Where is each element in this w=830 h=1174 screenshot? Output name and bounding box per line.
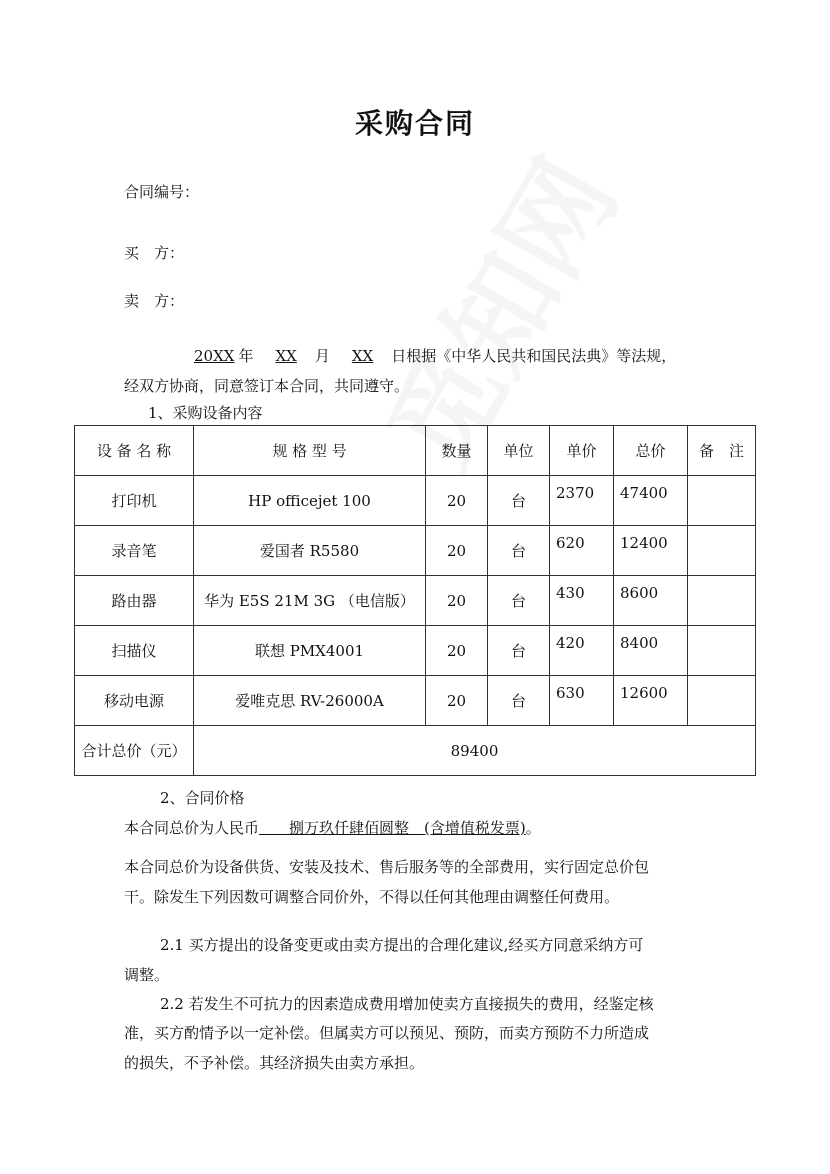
month-suffix: 月 [314,347,330,365]
price-line [124,817,541,838]
header-cell: 总价 [614,426,688,476]
seller-label: 卖 方： [124,292,185,310]
price-words: 捌万玖仟肆佰圆整 (含增值税发票) [259,819,526,837]
table-total-row [75,726,756,776]
table-cell: 20 [426,476,488,526]
table-cell: HP officejet 100 [194,476,426,526]
total-label: 合计总价（元） [75,726,194,776]
table-row [75,476,756,526]
month-field: XX [275,347,297,365]
header-cell: 数量 [426,426,488,476]
table-cell: 爱国者 R5580 [194,526,426,576]
table-cell: 20 [426,676,488,726]
table-row [75,576,756,626]
table-row [75,676,756,726]
table-cell: 420 [550,626,614,676]
table-cell [688,526,756,576]
table-cell: 20 [426,626,488,676]
header-cell: 规 格 型 号 [194,426,426,476]
table-cell: 打印机 [75,476,194,526]
table-cell: 台 [488,576,550,626]
table-cell: 8400 [614,626,688,676]
contract-no-label: 合同编号： [124,183,200,201]
intro-line2: 经双方协商，同意签订本合同，共同遵守。 [124,377,410,395]
year-suffix: 年 [238,347,254,365]
para21-line2: 调整。 [124,966,170,984]
section2-heading: 2、合同价格 [160,789,245,807]
intro-line1 [176,345,676,366]
table-cell: 20 [426,576,488,626]
table-cell: 台 [488,626,550,676]
buyer-label: 买 方： [124,244,185,262]
table-cell: 移动电源 [75,676,194,726]
price-prefix: 本合同总价为人民币 [124,819,260,837]
section1-heading: 1、采购设备内容 [148,404,263,422]
para22-line3: 的损失，不予补偿。其经济损失由卖方承担。 [124,1054,425,1072]
table-cell: 20 [426,526,488,576]
table-row [75,626,756,676]
para1-line1: 本合同总价为设备供货、安装及技术、售后服务等的全部费用，实行固定总价包 [124,858,650,876]
table-cell: 2370 [550,476,614,526]
table-cell: 爱唯克思 RV-26000A [194,676,426,726]
table-cell: 430 [550,576,614,626]
table-cell: 台 [488,526,550,576]
equipment-table [74,425,756,776]
table-cell: 620 [550,526,614,576]
table-cell [688,476,756,526]
table-row [75,526,756,576]
table-cell [688,626,756,676]
table-cell: 8600 [614,576,688,626]
page-title: 采购合同 [354,107,475,140]
total-value: 89400 [194,726,756,776]
table-cell: 录音笔 [75,526,194,576]
para22-line1: 2.2 若发生不可抗力的因素造成费用增加使卖方直接损失的费用，经鉴定核 [160,995,654,1013]
para1-line2: 干。除发生下列因数可调整合同价外，不得以任何其他理由调整任何费用。 [124,888,620,906]
table-cell: 台 [488,476,550,526]
table-cell: 路由器 [75,576,194,626]
price-suffix: 。 [525,819,541,837]
year-field: 20XX [194,347,235,365]
day-field: XX [351,347,374,365]
table-cell [688,576,756,626]
header-cell: 单价 [550,426,614,476]
table-cell [688,676,756,726]
day-suffix: 日根据《中华人民共和国民法典》等法规， [391,347,677,365]
table-cell: 12600 [614,676,688,726]
table-cell: 台 [488,676,550,726]
header-cell: 备 注 [688,426,756,476]
para22-line2: 准，买方酌情予以一定补偿。但属卖方可以预见、预防，而卖方预防不力所造成 [124,1024,650,1042]
para21-line1: 2.1 买方提出的设备变更或由卖方提出的合理化建议,经买方同意采纳方可 [160,936,644,954]
table-cell: 联想 PMX4001 [194,626,426,676]
header-cell: 设 备 名 称 [75,426,194,476]
table-cell: 华为 E5S 21M 3G （电信版） [194,576,426,626]
table-cell: 47400 [614,476,688,526]
table-header-row [75,426,756,476]
table-cell: 扫描仪 [75,626,194,676]
header-cell: 单位 [488,426,550,476]
table-cell: 12400 [614,526,688,576]
table-cell: 630 [550,676,614,726]
